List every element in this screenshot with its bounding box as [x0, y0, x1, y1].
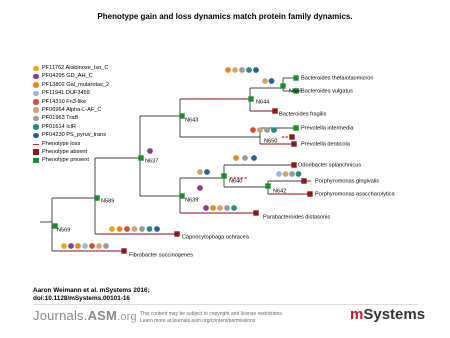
phenotype-absent-marker	[301, 178, 306, 183]
protein-family-marker	[68, 243, 74, 249]
phenotype-present-marker	[280, 83, 285, 88]
protein-family-marker	[124, 226, 130, 232]
protein-family-marker	[204, 169, 210, 175]
protein-family-marker	[253, 67, 259, 73]
legend-label: Phenotype absent	[42, 148, 88, 155]
msystems-logo: mSystems	[350, 306, 426, 323]
taxon-label: Prevotella intermedia	[301, 125, 354, 132]
phenotype-absent-marker	[272, 108, 277, 113]
legend-label: PF04295 GD_AH_C	[42, 73, 93, 80]
node-label: N643	[185, 117, 199, 124]
protein-family-marker	[232, 67, 238, 73]
phenotype-absent-marker	[291, 141, 296, 146]
node-label: N637	[145, 158, 159, 165]
phenotype-absent-marker	[121, 248, 126, 253]
phenotype-absent-marker	[307, 191, 312, 196]
protein-family-marker	[276, 171, 282, 177]
legend-label: PF13802 Gal_mutarotas_2	[42, 81, 110, 88]
citation-authors: Aaron Weimann et al. mSystems 2016;	[33, 287, 150, 294]
phenotype-present-marker	[293, 75, 298, 80]
protein-family-marker	[197, 185, 203, 191]
protein-family-marker	[132, 226, 138, 232]
phenotype-absent-marker	[289, 134, 294, 139]
protein-family-marker	[117, 226, 123, 232]
protein-family-marker	[82, 243, 88, 249]
protein-family-marker	[203, 205, 209, 211]
protein-family-marker	[61, 243, 67, 249]
node-label: N650	[264, 138, 278, 145]
taxon-label: Porphyromonas asaccharolytica	[315, 191, 395, 198]
protein-family-marker	[103, 243, 109, 249]
legend-label: PF14310 Fn3-like	[42, 98, 87, 105]
legend-label: Phenotype present	[42, 157, 89, 164]
protein-family-marker	[239, 67, 245, 73]
legend-label: PF04230 PS_pyruv_trans	[42, 132, 107, 139]
legend-label: Phenotype loss	[42, 140, 81, 147]
protein-family-marker	[197, 169, 203, 175]
copyright-notice: This content may be subject to copyright and license restrictions. Learn more at journals.asm.org/content/permissions	[140, 311, 284, 324]
taxon-label: Porphyromonas gingivalis	[315, 178, 380, 185]
phenotype-absent-marker	[253, 210, 258, 215]
protein-family-marker	[251, 155, 257, 161]
node-label: N644	[256, 99, 270, 106]
protein-family-marker	[109, 226, 115, 232]
protein-family-marker	[264, 127, 270, 133]
phenotype-present-marker	[265, 183, 270, 188]
taxon-label: Parabacteroides distasonis	[263, 214, 331, 221]
legend-label: PF06964 Alpha-L-AF_C	[42, 106, 102, 113]
node-label: N640	[229, 178, 243, 185]
footer	[0, 306, 450, 338]
protein-family-marker	[233, 155, 239, 161]
taxon-label: Capnocytophaga ochracea	[182, 234, 249, 241]
protein-family-marker	[242, 155, 248, 161]
node-label: N639	[185, 197, 199, 204]
protein-family-marker	[217, 205, 223, 211]
legend-label: PF11941 DUF3459	[42, 90, 90, 97]
legend-label: PF01963 TraB	[42, 115, 79, 122]
phenotype-present-marker	[179, 193, 184, 198]
legend-label: PF11762 Arabinose_Iso_C	[42, 65, 109, 71]
phenotype-present-marker	[221, 173, 226, 178]
protein-family-marker	[147, 148, 153, 154]
node-label: N589	[101, 198, 115, 205]
protein-family-marker	[231, 205, 237, 211]
taxon-label: Bacteroides vulgatus	[301, 88, 353, 95]
taxon-label: Bacteroides thetaiotaomicron	[301, 75, 374, 82]
taxon-label: Prevotella denticola	[301, 141, 350, 148]
citation	[33, 287, 150, 303]
protein-family-marker	[246, 67, 252, 73]
protein-family-marker	[271, 127, 277, 133]
journals-logo[interactable]: Journals.ASM.org	[33, 308, 137, 323]
protein-family-marker	[139, 226, 145, 232]
protein-family-marker	[75, 243, 81, 249]
protein-family-marker	[96, 243, 102, 249]
citation-doi: doi:10.1128/mSystems.00101-16	[33, 295, 130, 302]
protein-family-marker	[89, 243, 95, 249]
node-label: N646	[289, 88, 303, 95]
legend-label: PF01614 IclR	[42, 123, 76, 130]
phenotype-present-marker	[138, 155, 143, 160]
phenotype-absent-marker	[174, 231, 179, 236]
taxon-label: Fibrobacter succinogenes	[129, 252, 194, 259]
protein-family-marker	[289, 171, 295, 177]
node-label: N569	[57, 227, 71, 234]
protein-family-marker	[147, 226, 153, 232]
protein-family-marker	[269, 78, 275, 84]
protein-family-marker	[225, 67, 231, 73]
phenotype-present-marker	[248, 96, 253, 101]
protein-family-marker	[250, 127, 256, 133]
taxon-label: Bacteroides fragilis	[279, 111, 327, 118]
protein-family-marker	[257, 127, 263, 133]
protein-family-marker	[283, 171, 289, 177]
phenotype-present-marker	[293, 125, 298, 130]
protein-family-marker	[262, 78, 268, 84]
phenotype-present-marker	[179, 113, 184, 118]
protein-family-marker	[210, 205, 216, 211]
protein-family-marker	[224, 205, 230, 211]
node-label: N642	[273, 188, 287, 195]
footer-divider	[33, 304, 418, 305]
phenotype-absent-marker	[291, 162, 296, 167]
taxon-label: Odoribacter splanchnicus	[298, 162, 362, 169]
figure-title: Phenotype gain and loss dynamics match protein family dynamics.	[97, 12, 353, 21]
protein-family-marker	[154, 226, 160, 232]
phenotype-present-marker	[94, 195, 99, 200]
protein-family-marker	[296, 171, 302, 177]
